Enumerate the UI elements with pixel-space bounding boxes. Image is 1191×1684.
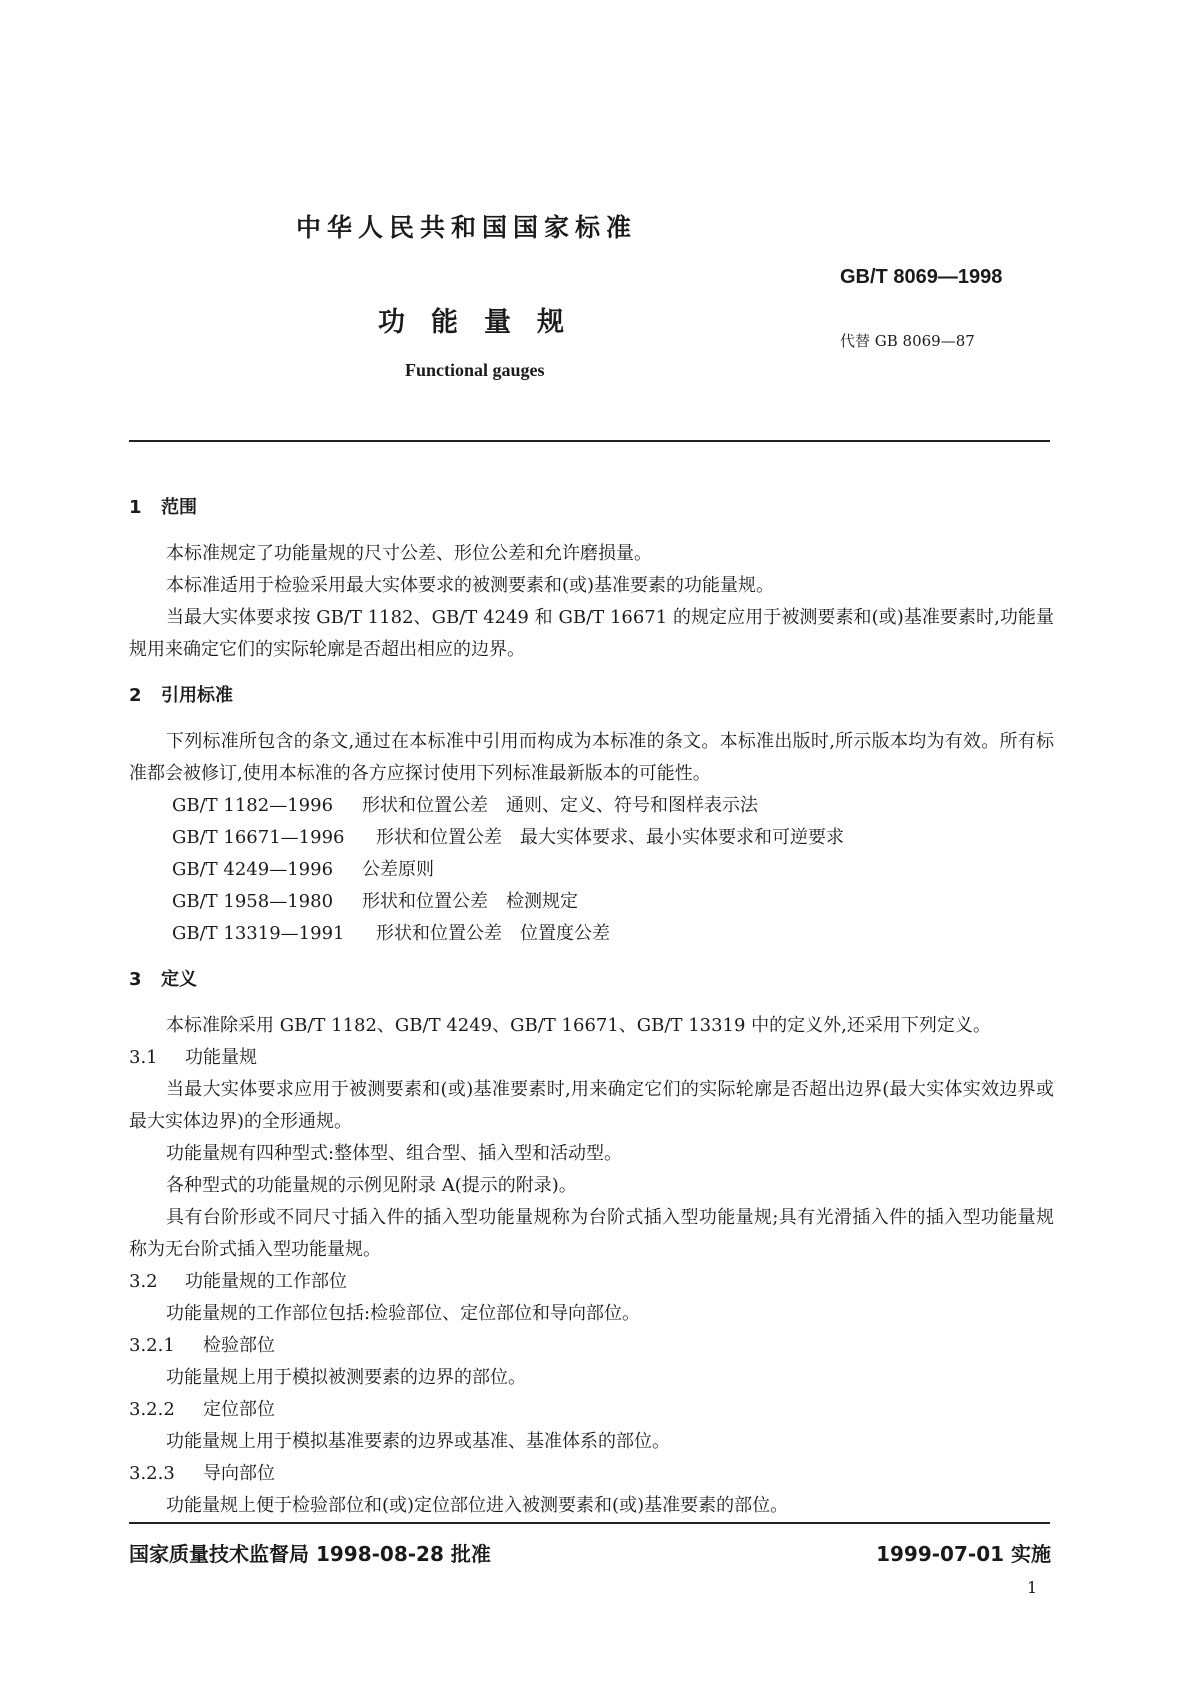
paragraph: 功能量规有四种型式:整体型、组合型、插入型和活动型。 bbox=[166, 1143, 623, 1164]
reference-item bbox=[129, 886, 1054, 918]
paragraph: 功能量规上用于模拟被测要素的边界的部位。 bbox=[166, 1367, 526, 1388]
reference-code: GB/T 16671—1996 bbox=[172, 827, 345, 848]
paragraph: 功能量规上便于检验部位和(或)定位部位进入被测要素和(或)基准要素的部位。 bbox=[166, 1495, 789, 1516]
subsection-heading bbox=[129, 1330, 1054, 1362]
section-number: 3 bbox=[129, 969, 142, 990]
effective-date: 1999-07-01 实施 bbox=[876, 1542, 1051, 1566]
subsection-number: 3.2.3 bbox=[129, 1463, 175, 1484]
subsection-title: 导向部位 bbox=[203, 1463, 275, 1484]
reference-title: 形状和位置公差 最大实体要求、最小实体要求和可逆要求 bbox=[376, 827, 844, 848]
section-title: 定义 bbox=[161, 969, 197, 990]
reference-code: GB/T 1958—1980 bbox=[172, 891, 334, 912]
subsection-title: 检验部位 bbox=[203, 1335, 275, 1356]
paragraph: 当最大实体要求应用于被测要素和(或)基准要素时,用来确定它们的实际轮廓是否超出边界(最大实体实效边界或最大实体边界)的全形通规。 bbox=[129, 1079, 1054, 1132]
subsection-title: 定位部位 bbox=[203, 1399, 275, 1420]
document-body bbox=[129, 492, 1054, 1522]
subsection-heading bbox=[129, 1266, 1054, 1298]
subsection-heading bbox=[129, 1394, 1054, 1426]
english-title: Functional gauges bbox=[405, 360, 545, 380]
section-1-heading bbox=[129, 492, 1054, 524]
header-divider bbox=[129, 440, 1050, 442]
section-3-heading bbox=[129, 964, 1054, 996]
approval-date: 国家质量技术监督局 1998-08-28 批准 bbox=[129, 1542, 491, 1566]
reference-item bbox=[129, 854, 1054, 886]
reference-item bbox=[129, 822, 1054, 854]
paragraph: 当最大实体要求按 GB/T 1182、GB/T 4249 和 GB/T 16671 的规定应用于被测要素和(或)基准要素时,功能量规用来确定它们的实际轮廓是否超出相应的边界。 bbox=[129, 607, 1054, 660]
reference-code: GB/T 13319—1991 bbox=[172, 923, 345, 944]
subsection-number: 3.1 bbox=[129, 1047, 158, 1068]
reference-item bbox=[129, 790, 1054, 822]
reference-title: 形状和位置公差 通则、定义、符号和图样表示法 bbox=[362, 795, 758, 816]
paragraph: 功能量规的工作部位包括:检验部位、定位部位和导向部位。 bbox=[166, 1303, 641, 1324]
footer-divider bbox=[129, 1522, 1050, 1524]
subsection-title: 功能量规的工作部位 bbox=[185, 1271, 347, 1292]
page-title: 功能量规 bbox=[378, 307, 590, 338]
reference-title: 形状和位置公差 位置度公差 bbox=[376, 923, 610, 944]
reference-title: 公差原则 bbox=[362, 859, 434, 880]
subsection-heading bbox=[129, 1458, 1054, 1490]
subsection-heading bbox=[129, 1042, 1054, 1074]
subsection-number: 3.2 bbox=[129, 1271, 158, 1292]
subsection-number: 3.2.1 bbox=[129, 1335, 175, 1356]
paragraph: 本标准除采用 GB/T 1182、GB/T 4249、GB/T 16671、GB/T 13319 中的定义外,还采用下列定义。 bbox=[166, 1015, 991, 1036]
paragraph: 各种型式的功能量规的示例见附录 A(提示的附录)。 bbox=[166, 1175, 577, 1196]
paragraph: 下列标准所包含的条文,通过在本标准中引用而构成为本标准的条文。本标准出版时,所示版本均为有效。所有标准都会被修订,使用本标准的各方应探讨使用下列标准最新版本的可能性。 bbox=[129, 731, 1054, 784]
reference-item bbox=[129, 918, 1054, 950]
section-number: 1 bbox=[129, 497, 142, 518]
section-number: 2 bbox=[129, 685, 142, 706]
standard-number: GB/T 8069—1998 bbox=[840, 266, 1003, 288]
section-title: 范围 bbox=[161, 497, 197, 518]
reference-code: GB/T 4249—1996 bbox=[172, 859, 334, 880]
section-2-heading bbox=[129, 680, 1054, 712]
replaces-note: 代替 GB 8069—87 bbox=[840, 332, 975, 350]
paragraph: 本标准适用于检验采用最大实体要求的被测要素和(或)基准要素的功能量规。 bbox=[166, 575, 775, 596]
page-number: 1 bbox=[1027, 1578, 1038, 1597]
paragraph: 具有台阶形或不同尺寸插入件的插入型功能量规称为台阶式插入型功能量规;具有光滑插入件的插入型功能量规称为无台阶式插入型功能量规。 bbox=[129, 1207, 1054, 1260]
subsection-title: 功能量规 bbox=[185, 1047, 257, 1068]
reference-code: GB/T 1182—1996 bbox=[172, 795, 334, 816]
subsection-number: 3.2.2 bbox=[129, 1399, 175, 1420]
paragraph: 功能量规上用于模拟基准要素的边界或基准、基准体系的部位。 bbox=[166, 1431, 670, 1452]
paragraph: 本标准规定了功能量规的尺寸公差、形位公差和允许磨损量。 bbox=[166, 543, 652, 564]
reference-title: 形状和位置公差 检测规定 bbox=[362, 891, 578, 912]
national-standard-heading: 中华人民共和国国家标准 bbox=[296, 213, 638, 242]
section-title: 引用标准 bbox=[161, 685, 233, 706]
